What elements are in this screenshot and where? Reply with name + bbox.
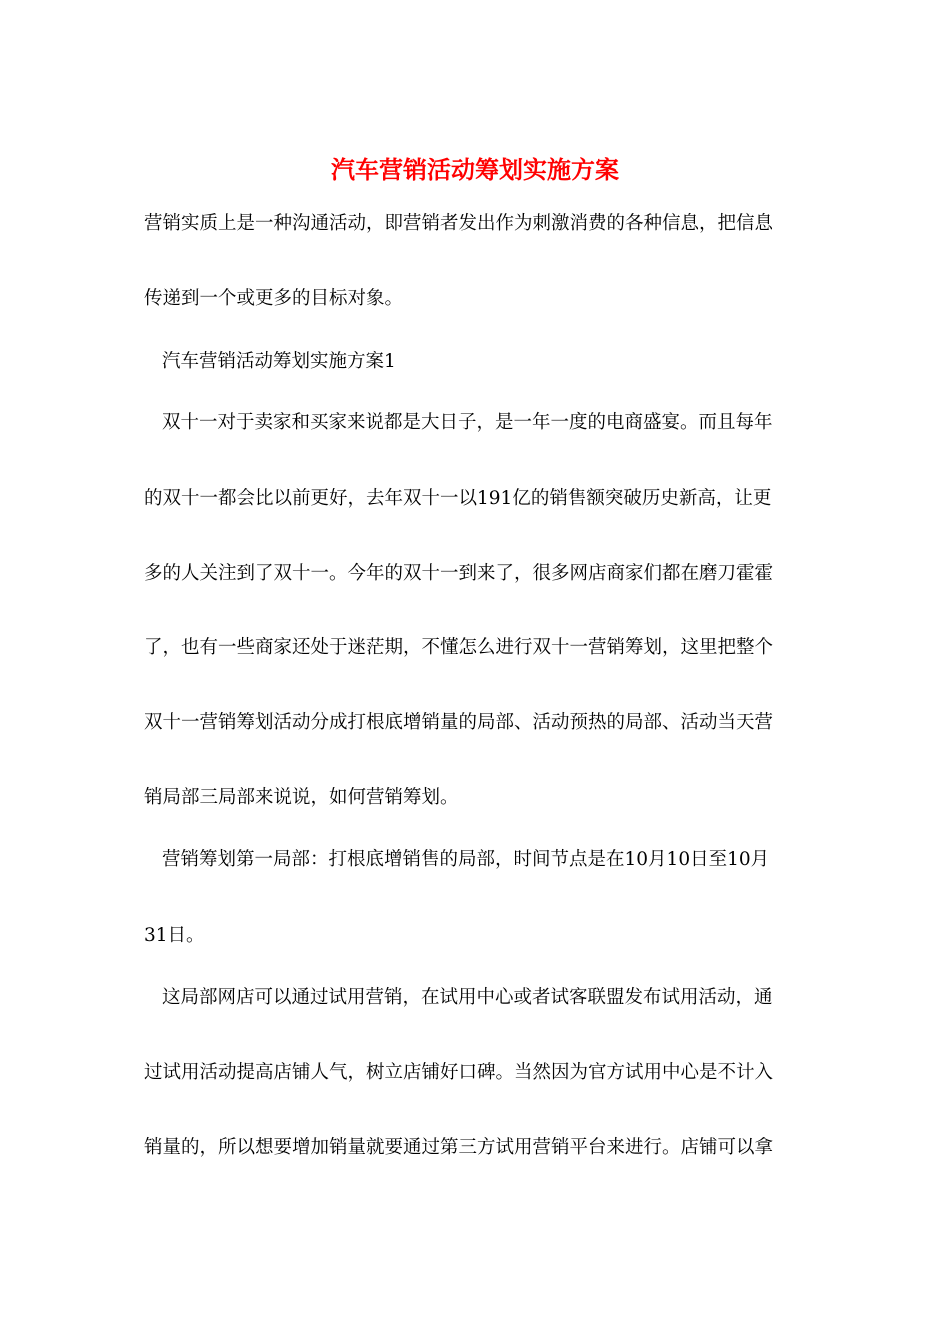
body-line: 传递到一个或更多的目标对象。	[144, 288, 404, 309]
section-heading: 汽车营销活动筹划实施方案1	[162, 351, 396, 372]
body-line: 31日。	[144, 925, 205, 946]
body-line: 销局部三局部来说说，如何营销筹划。	[144, 787, 459, 808]
body-line: 营销实质上是一种沟通活动，即营销者发出作为刺激消费的各种信息，把信息	[144, 213, 774, 234]
body-line: 了，也有一些商家还处于迷茫期，不懂怎么进行双十一营销筹划，这里把整个	[144, 637, 774, 658]
document-title: 汽车营销活动筹划实施方案	[331, 155, 619, 184]
body-line: 的双十一都会比以前更好，去年双十一以191亿的销售额突破历史新高，让更	[144, 488, 772, 509]
body-line: 双十一对于卖家和买家来说都是大日子，是一年一度的电商盛宴。而且每年	[162, 412, 773, 433]
body-line: 双十一营销筹划活动分成打根底增销量的局部、活动预热的局部、活动当天营	[144, 712, 774, 733]
body-line: 这局部网店可以通过试用营销，在试用中心或者试客联盟发布试用活动，通	[162, 987, 773, 1008]
body-line: 多的人关注到了双十一。今年的双十一到来了，很多网店商家们都在磨刀霍霍	[144, 563, 774, 584]
body-line: 过试用活动提高店铺人气，树立店铺好口碑。当然因为官方试用中心是不计入	[144, 1062, 774, 1083]
body-line: 销量的，所以想要增加销量就要通过第三方试用营销平台来进行。店铺可以拿	[144, 1137, 774, 1158]
body-line: 营销筹划第一局部：打根底增销售的局部，时间节点是在10月10日至10月	[162, 849, 770, 870]
